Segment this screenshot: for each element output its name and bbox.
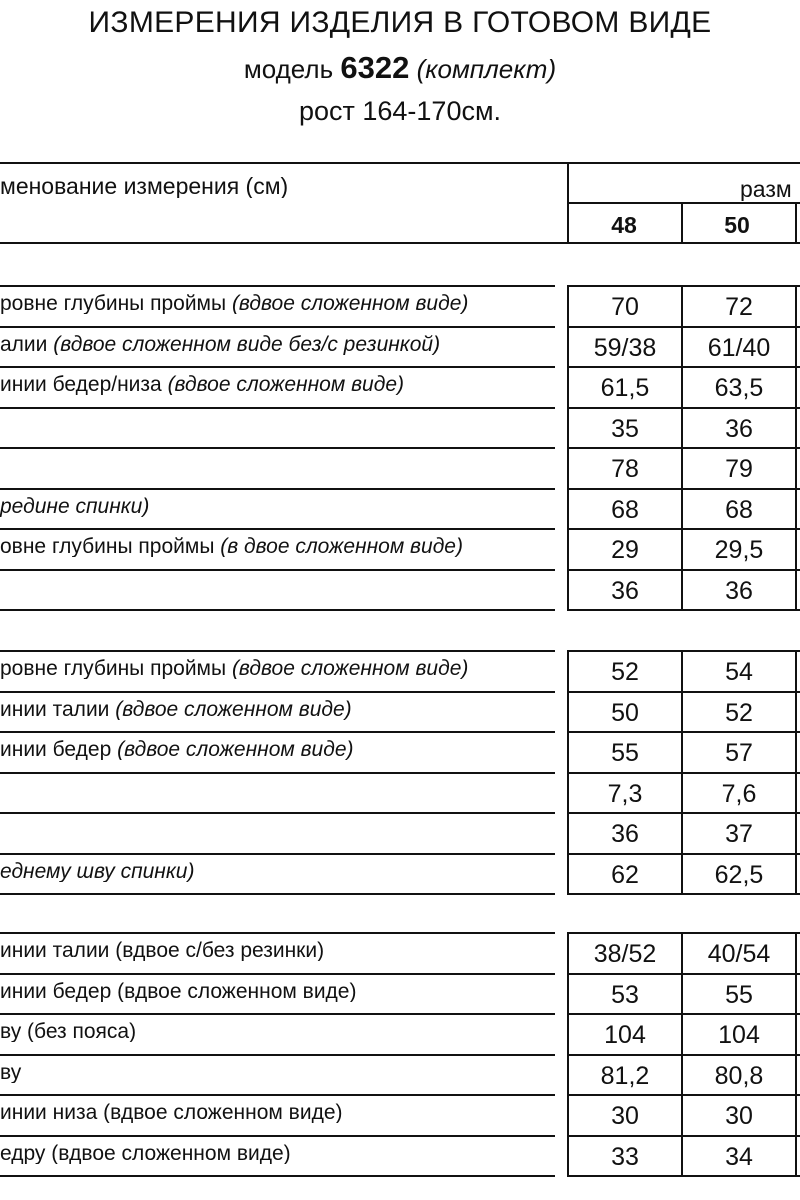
value-size-48: 61,5 [600, 376, 650, 401]
row-label-plain: инии талии [0, 699, 116, 720]
label-rule [0, 285, 555, 287]
label-rule [0, 691, 555, 693]
row-label-plain: ровне глубины проймы [0, 658, 232, 679]
value-size-48: 53 [611, 983, 639, 1008]
label-rule [0, 973, 555, 975]
label-rule [0, 447, 555, 449]
value-col-rule [681, 650, 683, 895]
value-rule [567, 853, 800, 855]
row-label-note: (вдвое сложенном виде) [115, 699, 352, 720]
model-prefix: модель [243, 54, 334, 84]
label-rule [0, 528, 555, 530]
row-label [0, 536, 555, 557]
label-rule [0, 893, 555, 895]
value-size-50: 80,8 [714, 1064, 764, 1089]
row-label [0, 940, 555, 961]
value-size-50: 29,5 [714, 538, 764, 563]
value-rule [567, 366, 800, 368]
value-size-48: 68 [611, 498, 639, 523]
label-rule [0, 488, 555, 490]
value-rule [567, 772, 800, 774]
value-rule [567, 1094, 800, 1096]
value-size-48: 55 [611, 741, 639, 766]
value-size-50: 57 [725, 741, 753, 766]
label-rule [0, 569, 555, 571]
value-rule [567, 407, 800, 409]
size-48-header: 48 [611, 214, 637, 237]
row-label [0, 334, 555, 355]
value-size-48: 59/38 [593, 336, 657, 361]
value-rule [567, 731, 800, 733]
row-label-note: редине спинки) [0, 496, 150, 517]
name-column-header: менование измерения (см) [0, 175, 289, 198]
value-size-50: 55 [725, 983, 753, 1008]
row-label [0, 1102, 555, 1123]
model-number: 6322 [340, 50, 410, 85]
row-label-note: (вдвое сложенном виде) [231, 293, 469, 314]
value-rule [567, 528, 800, 530]
header-col-rule [567, 162, 569, 244]
row-label-plain: инии бедер/низа [0, 374, 168, 395]
value-size-50: 61/40 [707, 336, 771, 361]
value-rule [567, 488, 800, 490]
label-rule [0, 1135, 555, 1137]
row-label-note: еднему шву спинки) [0, 861, 195, 882]
value-size-48: 78 [611, 457, 639, 482]
value-size-48: 104 [604, 1023, 646, 1048]
value-size-48: 36 [611, 822, 639, 847]
value-size-48: 7,3 [607, 782, 643, 807]
value-size-48: 50 [611, 701, 639, 726]
header-bottom-rule [0, 242, 800, 244]
row-label-plain: едру (вдвое сложенном виде) [0, 1143, 291, 1164]
value-size-48: 81,2 [600, 1064, 650, 1089]
value-rule [567, 812, 800, 814]
value-size-48: 38/52 [593, 942, 657, 967]
value-size-48: 29 [611, 538, 639, 563]
value-col-rule [567, 650, 569, 895]
label-rule [0, 932, 555, 934]
row-label [0, 1143, 555, 1164]
row-label [0, 1021, 555, 1042]
value-size-50: 37 [725, 822, 753, 847]
row-label [0, 739, 555, 760]
value-rule [567, 691, 800, 693]
size-50-header: 50 [724, 214, 750, 237]
row-label [0, 658, 555, 679]
value-rule [567, 893, 800, 895]
value-rule [567, 447, 800, 449]
row-label-note: (вдвое сложенном виде) [231, 658, 469, 679]
row-label-plain: инии талии (вдвое с/без резинки) [0, 940, 325, 961]
value-size-50: 30 [725, 1104, 753, 1129]
value-size-50: 104 [718, 1023, 760, 1048]
value-rule [567, 1175, 800, 1177]
row-label [0, 1062, 555, 1083]
label-rule [0, 407, 555, 409]
value-rule [567, 1135, 800, 1137]
row-label [0, 861, 555, 882]
label-rule [0, 1013, 555, 1015]
label-rule [0, 853, 555, 855]
value-rule [567, 973, 800, 975]
value-rule [567, 932, 800, 934]
value-size-50: 62,5 [714, 863, 764, 888]
table-top-rule [0, 162, 800, 164]
row-label [0, 374, 555, 395]
value-size-48: 70 [611, 295, 639, 320]
row-label-plain: ву (без пояса) [0, 1021, 137, 1042]
value-col-rule [795, 285, 797, 611]
header-col-rule [681, 202, 683, 244]
value-size-50: 79 [725, 457, 753, 482]
value-size-48: 30 [611, 1104, 639, 1129]
label-rule [0, 650, 555, 652]
value-rule [567, 650, 800, 652]
value-rule [567, 609, 800, 611]
value-size-50: 7,6 [721, 782, 757, 807]
row-label [0, 496, 555, 517]
value-size-48: 36 [611, 579, 639, 604]
value-rule [567, 1013, 800, 1015]
label-rule [0, 1175, 555, 1177]
size-header-rule [567, 202, 800, 204]
label-rule [0, 1054, 555, 1056]
label-rule [0, 731, 555, 733]
value-size-50: 52 [725, 701, 753, 726]
value-rule [567, 326, 800, 328]
row-label-plain: инии бедер (вдвое сложенном виде) [0, 981, 357, 1002]
header-col-rule [795, 202, 797, 244]
row-label-note: (вдвое сложенном виде) [167, 374, 404, 395]
value-col-rule [795, 650, 797, 895]
value-col-rule [567, 932, 569, 1177]
row-label-note: (в двое сложенном виде) [220, 536, 463, 557]
value-size-50: 72 [725, 295, 753, 320]
model-kind: (комплект) [416, 54, 557, 84]
value-size-50: 63,5 [714, 376, 764, 401]
row-label-note: (вдвое сложенном виде без/с резинкой) [53, 334, 441, 355]
row-label-plain: алии [0, 334, 54, 355]
value-col-rule [681, 932, 683, 1177]
label-rule [0, 1094, 555, 1096]
value-rule [567, 285, 800, 287]
value-size-48: 35 [611, 417, 639, 442]
row-label [0, 981, 555, 1002]
sizes-column-header: разм [740, 178, 792, 201]
row-label-note: (вдвое сложенном виде) [117, 739, 354, 760]
document-title: ИЗМЕРЕНИЯ ИЗДЕЛИЯ В ГОТОВОМ ВИДЕ [88, 6, 712, 39]
value-size-50: 68 [725, 498, 753, 523]
value-rule [567, 569, 800, 571]
label-rule [0, 772, 555, 774]
label-rule [0, 812, 555, 814]
height-range: рост 164-170см. [298, 96, 502, 126]
row-label-plain: ву [0, 1062, 22, 1083]
value-size-50: 34 [725, 1145, 753, 1170]
row-label [0, 293, 555, 314]
label-rule [0, 326, 555, 328]
value-size-50: 36 [725, 579, 753, 604]
row-label [0, 699, 555, 720]
value-rule [567, 1054, 800, 1056]
value-size-48: 62 [611, 863, 639, 888]
value-col-rule [795, 932, 797, 1177]
row-label-plain: ровне глубины проймы [0, 293, 232, 314]
value-size-50: 36 [725, 417, 753, 442]
row-label-plain: инии бедер [0, 739, 118, 760]
value-size-48: 52 [611, 660, 639, 685]
label-rule [0, 609, 555, 611]
value-size-48: 33 [611, 1145, 639, 1170]
value-size-50: 54 [725, 660, 753, 685]
label-rule [0, 366, 555, 368]
row-label-plain: овне глубины проймы [0, 536, 221, 557]
row-label-plain: инии низа (вдвое сложенном виде) [0, 1102, 343, 1123]
value-size-50: 40/54 [707, 942, 771, 967]
